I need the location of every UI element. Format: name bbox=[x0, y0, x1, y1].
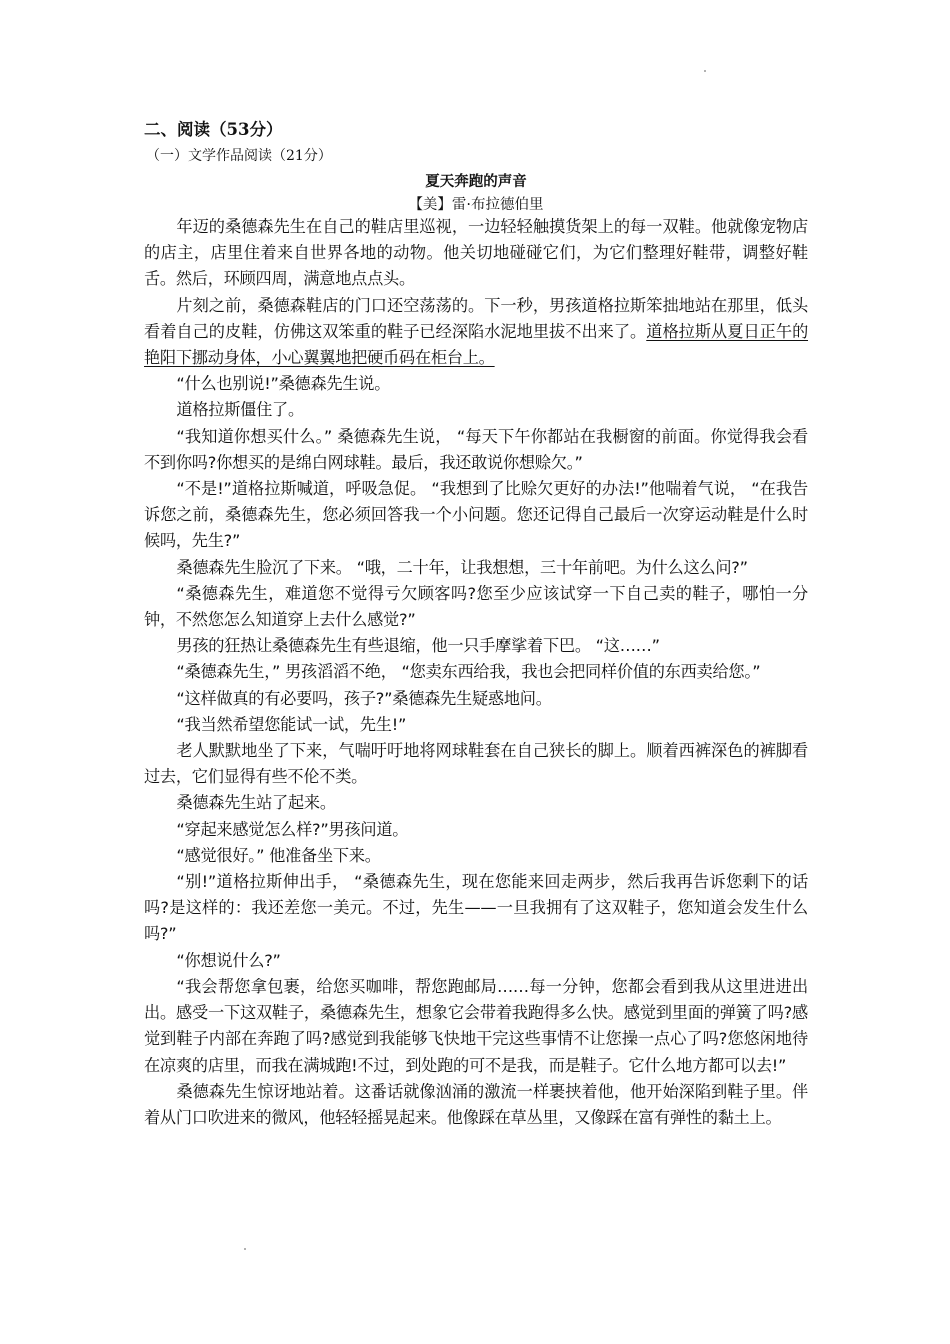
paragraph: “桑德森先生，难道您不觉得亏欠顾客吗?您至少应该试穿一下自己卖的鞋子，哪怕一分钟，不然您怎么知道穿上去什么感觉?” bbox=[144, 583, 808, 630]
paragraph: “这样做真的有必要吗，孩子?”桑德森先生疑惑地问。 bbox=[176, 688, 552, 708]
paragraph: “穿起来感觉怎么样?”男孩问道。 bbox=[176, 819, 409, 839]
story-title: 夏天奔跑的声音 bbox=[425, 174, 527, 190]
paragraph: 老人默默地坐了下来，气喘吁吁地将网球鞋套在自己狭长的脚上。顺着西裤深色的裤脚看过去，它们显得有些不伦不类。 bbox=[144, 741, 808, 787]
paragraph: 桑德森先生脸沉了下来。 “哦，二十年，让我想想，三十年前吧。为什么这么问?” bbox=[176, 557, 748, 577]
paragraph: 男孩的狂热让桑德森先生有些退缩，他一只手摩挲着下巴。 “这……” bbox=[176, 636, 660, 656]
paragraph-text: 片刻之前，桑德森鞋店的门口还空荡荡的。下一秒，男孩道格拉斯笨拙地站在那里，低头看着自己的皮鞋，仿佛这双笨重的鞋子已经深陷水泥地里拔不出来了。 bbox=[144, 295, 808, 341]
paragraph: “别!”道格拉斯伸出手， “桑德森先生，现在您能来回走两步，然后我再告诉您剩下的话吗?是这样的：我还差您一美元。不过，先生——一旦我拥有了这双鞋子，您知道会发生什么吗?” bbox=[144, 872, 808, 944]
paragraph: “桑德森先生，” 男孩滔滔不绝， “您卖东西给我，我也会把同样价值的东西卖给您。” bbox=[176, 662, 761, 682]
underlined-sentence: 道格拉斯从夏日正午的艳阳下挪动身体，小心翼翼地把硬币码在柜台上。 bbox=[144, 321, 809, 368]
paragraph: “你想说什么?” bbox=[176, 950, 281, 970]
scan-dot-bottom bbox=[244, 1248, 246, 1250]
scan-dot-top bbox=[704, 70, 706, 72]
paragraph: 道格拉斯僵住了。 bbox=[176, 400, 304, 420]
paragraph bbox=[144, 293, 808, 372]
paragraph: “感觉很好。” 他准备坐下来。 bbox=[176, 845, 381, 865]
story-body bbox=[144, 214, 808, 1131]
section-subtitle: （一）文学作品阅读（21分） bbox=[146, 148, 332, 164]
paragraph: 桑德森先生惊讶地站着。这番话就像汹涌的激流一样裹挟着他，他开始深陷到鞋子里。伴着从门口吹进来的微风，他轻轻摇晃起来。他像踩在草丛里，又像踩在富有弹性的黏土上。 bbox=[144, 1081, 808, 1127]
paragraph: “不是!”道格拉斯喊道，呼吸急促。 “我想到了比赊欠更好的办法!”他喘着气说， “在我告诉您之前，桑德森先生，您必须回答我一个小问题。您还记得自己最后一次穿运动鞋是什么时候吗，先生?” bbox=[144, 479, 808, 551]
section-title: 二、阅读（53分） bbox=[144, 120, 283, 139]
story-author: 【美】雷·布拉德伯里 bbox=[408, 197, 544, 213]
paragraph: “我会帮您拿包裹，给您买咖啡，帮您跑邮局……每一分钟，您都会看到我从这里进进出出。感受一下这双鞋子，桑德森先生，想象它会带着我跑得多么快。感觉到里面的弹簧了吗?感觉到鞋子内部在奔跑了吗?感觉到我能够飞快地干完这些事情不让您操一点心了吗?您悠闲地待在凉爽的店里，而我在满城跑!不过，到处跑的可不是我，而是鞋子。它什么地方都可以去!” bbox=[144, 976, 808, 1075]
paragraph: “什么也别说!”桑德森先生说。 bbox=[176, 374, 391, 394]
paragraph: “我当然希望您能试一试，先生!” bbox=[176, 714, 407, 734]
paragraph: 年迈的桑德森先生在自己的鞋店里巡视，一边轻轻触摸货架上的每一双鞋。他就像宠物店的店主，店里住着来自世界各地的动物。他关切地碰碰它们，为它们整理好鞋带，调整好鞋舌。然后，环顾四周，满意地点点头。 bbox=[144, 217, 808, 289]
paragraph: 桑德森先生站了起来。 bbox=[176, 793, 336, 813]
paragraph: “我知道你想买什么。” 桑德森先生说， “每天下午你都站在我橱窗的前面。你觉得我会看不到你吗?你想买的是绵白网球鞋。最后，我还敢说你想赊欠。” bbox=[144, 426, 808, 472]
